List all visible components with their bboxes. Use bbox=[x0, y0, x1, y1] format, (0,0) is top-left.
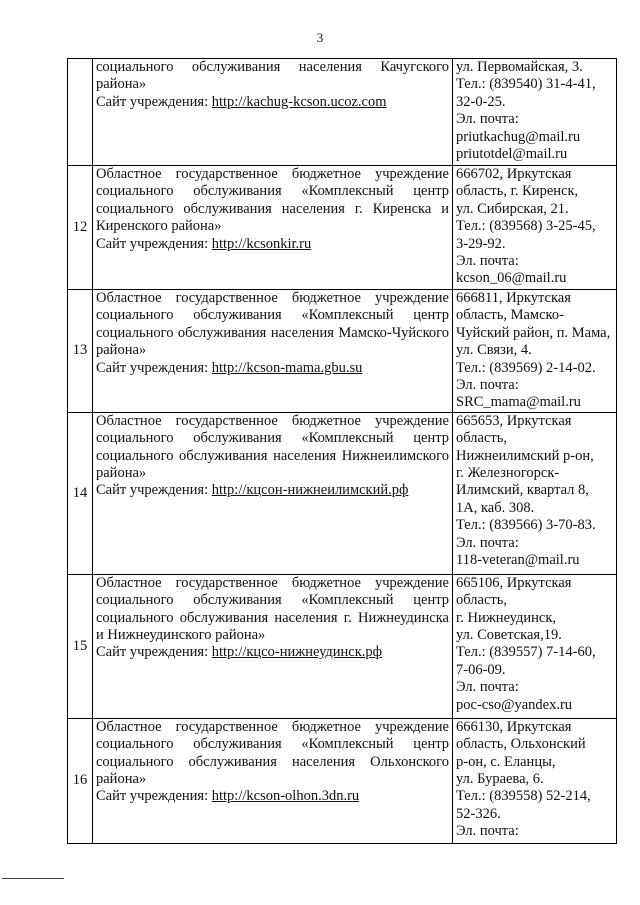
contact-line: 666130, Иркутская bbox=[456, 718, 572, 735]
row-number: 13 bbox=[68, 290, 93, 413]
row-number: 15 bbox=[68, 574, 93, 718]
institution-cell bbox=[93, 574, 453, 718]
contact-line: г. Нижнеудинск, bbox=[456, 609, 556, 626]
institution-cell bbox=[93, 412, 453, 574]
contact-line: Тел.: (839557) 7-14-60, bbox=[456, 644, 596, 661]
contact-line: область, bbox=[456, 430, 507, 447]
row-number: 16 bbox=[68, 718, 93, 843]
contact-line: Эл. почта: bbox=[456, 111, 519, 128]
contact-line: 665106, Иркутская bbox=[456, 574, 572, 591]
site-label: Сайт учреждения: bbox=[96, 359, 209, 376]
contact-line: 666702, Иркутская bbox=[456, 166, 572, 182]
institution-site bbox=[96, 236, 449, 253]
contacts-cell bbox=[453, 59, 617, 166]
table-row bbox=[68, 59, 617, 166]
contact-line: 52-326. bbox=[456, 805, 501, 822]
institution-name: Областное государственное бюджетное учреждение социального обслуживания «Комплексный центр социального обслуживания населения г. Нижнеудинска и Нижнеудинского района» bbox=[96, 574, 449, 644]
table-row bbox=[68, 412, 617, 574]
contact-line: 665653, Иркутская bbox=[456, 412, 572, 429]
contact-line: область, bbox=[456, 592, 507, 609]
row-number bbox=[68, 59, 93, 166]
contact-line: Илимский, квартал 8, bbox=[456, 482, 589, 499]
contact-line: ул. Бураева, 6. bbox=[456, 771, 544, 788]
contact-line: 3-29-92. bbox=[456, 235, 506, 252]
institution-cell bbox=[93, 166, 453, 290]
site-label: Сайт учреждения: bbox=[96, 93, 209, 110]
institution-site bbox=[96, 644, 449, 661]
row-number: 12 bbox=[68, 166, 93, 290]
contact-line: 7-06-09. bbox=[456, 661, 506, 678]
contact-line: Тел.: (839558) 52-214, bbox=[456, 788, 591, 805]
contact-line: Тел.: (839540) 31-4-41, bbox=[456, 76, 596, 93]
site-link[interactable]: http://kcson-mama.gbu.su bbox=[211, 359, 363, 376]
contact-line: Эл. почта: bbox=[456, 534, 519, 551]
email-link[interactable]: kcson_06@mail.ru bbox=[456, 270, 567, 287]
contact-line: область, Мамско- bbox=[456, 307, 564, 324]
table-row bbox=[68, 166, 617, 290]
email-link[interactable]: poc-cso@yandex.ru bbox=[456, 696, 573, 713]
site-link[interactable]: http://kcsonkir.ru bbox=[211, 235, 312, 252]
institution-site bbox=[96, 482, 449, 499]
site-link[interactable]: http://кцсо-нижнеудинск.рф bbox=[211, 644, 383, 661]
email-link[interactable]: priutotdel@mail.ru bbox=[456, 146, 568, 163]
site-label: Сайт учреждения: bbox=[96, 644, 209, 661]
institution-name: Областное государственное бюджетное учреждение социального обслуживания «Комплексный центр социального обслуживания населения г. Киренска и Киренского района» bbox=[96, 166, 449, 235]
footnote-separator bbox=[2, 878, 64, 879]
contact-line: Тел.: (839568) 3-25-45, bbox=[456, 218, 596, 235]
page-number: 3 bbox=[316, 30, 324, 45]
site-label: Сайт учреждения: bbox=[96, 235, 209, 252]
institution-name: Областное государственное бюджетное учреждение социального обслуживания «Комплексный центр социального обслуживания населения Мамско-Чуйского района» bbox=[96, 290, 449, 359]
institution-name: Областное государственное бюджетное учреждение социального обслуживания «Комплексный центр социального обслуживания населения Ольхонского района» bbox=[96, 718, 449, 788]
contact-line: ул. Связи, 4. bbox=[456, 342, 532, 359]
contact-line: Чуйский район, п. Мама, bbox=[456, 324, 611, 341]
contact-line: ул. Советская,19. bbox=[456, 627, 562, 644]
contact-line: Нижнеилимский р-он, bbox=[456, 447, 594, 464]
contact-line: Эл. почта: bbox=[456, 679, 519, 696]
contact-line: 666811, Иркутская bbox=[456, 290, 571, 306]
email-link[interactable]: priutkachug@mail.ru bbox=[456, 128, 581, 145]
institution-cell bbox=[93, 59, 453, 166]
row-number: 14 bbox=[68, 412, 93, 574]
site-link[interactable]: http://kcson-olhon.3dn.ru bbox=[211, 788, 360, 805]
site-link[interactable]: http://kachug-kcson.ucoz.com bbox=[211, 93, 387, 110]
contacts-cell bbox=[453, 718, 617, 843]
contact-line: область, Ольхонский bbox=[456, 736, 586, 753]
contact-line: р-он, с. Еланцы, bbox=[456, 753, 556, 770]
contact-line: Эл. почта: bbox=[456, 253, 519, 270]
contact-line: Тел.: (839569) 2-14-02. bbox=[456, 359, 596, 376]
contact-line: ул. Сибирская, 21. bbox=[456, 200, 569, 217]
contacts-cell bbox=[453, 574, 617, 718]
table-row bbox=[68, 574, 617, 718]
contacts-cell bbox=[453, 412, 617, 574]
institution-name: социального обслуживания населения Качугского района» bbox=[96, 59, 449, 93]
contact-line: ул. Первомайская, 3. bbox=[456, 59, 583, 75]
contact-line: г. Железногорск- bbox=[456, 465, 560, 482]
institution-site bbox=[96, 788, 449, 805]
contact-line: Тел.: (839566) 3-70-83. bbox=[456, 517, 596, 534]
institution-cell bbox=[93, 290, 453, 413]
site-label: Сайт учреждения: bbox=[96, 482, 209, 499]
institution-cell bbox=[93, 718, 453, 843]
contact-line: 32-0-25. bbox=[456, 93, 506, 110]
institution-site bbox=[96, 360, 449, 377]
table-row bbox=[68, 290, 617, 413]
contacts-cell bbox=[453, 166, 617, 290]
email-link[interactable]: SRC_mama@mail.ru bbox=[456, 394, 581, 411]
contact-line: 1А, каб. 308. bbox=[456, 499, 535, 516]
email-link[interactable]: 118-veteran@mail.ru bbox=[456, 552, 580, 569]
table-row bbox=[68, 718, 617, 843]
site-label: Сайт учреждения: bbox=[96, 788, 209, 805]
institutions-table bbox=[67, 58, 617, 844]
contacts-cell bbox=[453, 290, 617, 413]
institution-name: Областное государственное бюджетное учреждение социального обслуживания «Комплексный центр социального обслуживания населения Нижнеилимского района» bbox=[96, 412, 449, 482]
contact-line: Эл. почта: bbox=[456, 823, 519, 840]
contact-line: область, г. Киренск, bbox=[456, 183, 579, 200]
site-link[interactable]: http://кцсон-нижнеилимский.рф bbox=[211, 482, 409, 499]
contact-line: Эл. почта: bbox=[456, 377, 519, 394]
institution-site bbox=[96, 94, 449, 111]
